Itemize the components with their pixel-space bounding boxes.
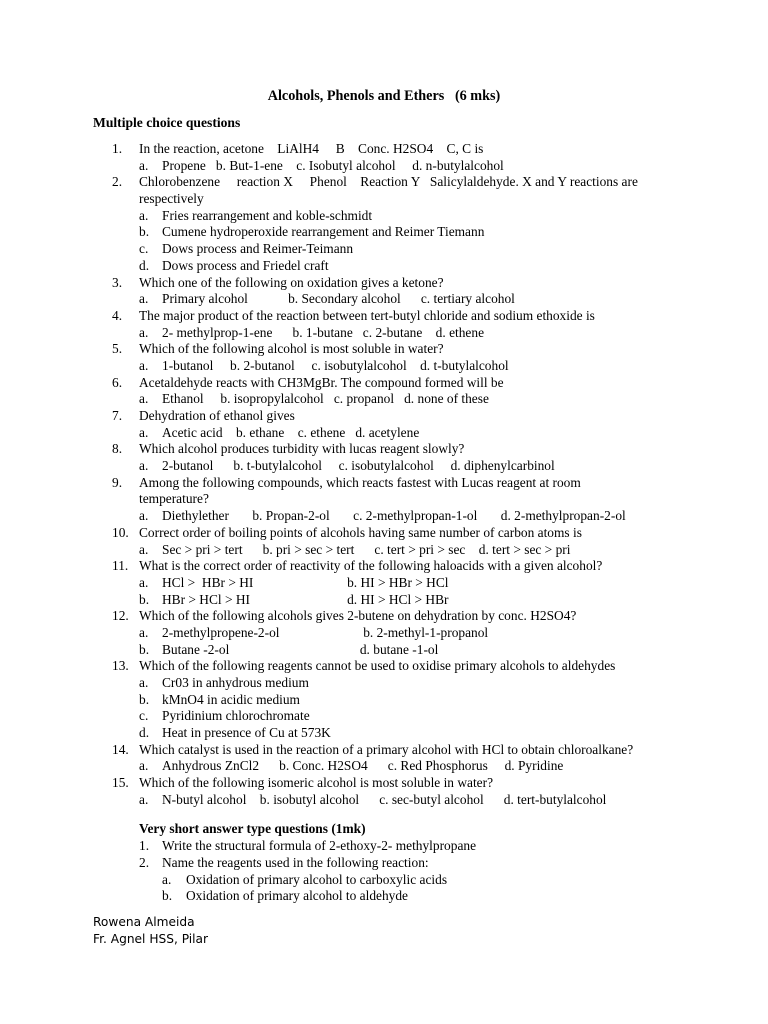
option-line <box>0 675 768 692</box>
question-line <box>0 658 768 675</box>
option-line <box>0 458 768 475</box>
question-continuation <box>0 491 768 508</box>
option-line <box>0 625 768 642</box>
footer-author: Rowena Almeida <box>93 915 195 929</box>
question-number: 7. <box>112 408 123 423</box>
section-heading-mcq: Multiple choice questions <box>93 115 241 130</box>
short-subitem-num: b. <box>162 888 173 903</box>
option-letter: a. <box>139 291 149 307</box>
question-text: Acetaldehyde reacts with CH3MgBr. The compound formed will be <box>139 374 504 390</box>
option-line <box>0 291 768 308</box>
option-letter: a. <box>139 157 149 173</box>
question-line <box>0 558 768 575</box>
option-letter: a. <box>139 758 149 774</box>
question-text: Which of the following alcohols gives 2-butene on dehydration by conc. H2SO4? <box>139 608 577 624</box>
question-number: 8. <box>112 441 123 457</box>
question-number: 11. <box>112 558 129 574</box>
option-text: HCl > HBr > HI b. HI > HBr > HCl <box>162 574 449 590</box>
option-line <box>0 358 768 375</box>
option-text: Anhydrous ZnCl2 b. Conc. H2SO4 c. Red Phosphorus d. Pyridine <box>162 758 564 774</box>
option-text: 2-butanol b. t-butylalcohol c. isobutylalcohol d. diphenylcarbinol <box>162 458 555 474</box>
question-number: 10. <box>112 524 129 540</box>
option-text: Ethanol b. isopropylalcohol c. propanol d. none of these <box>162 391 489 407</box>
option-line <box>0 708 768 725</box>
question-text: Which alcohol produces turbidity with lucas reagent slowly? <box>139 441 465 457</box>
option-text: Heat in presence of Cu at 573K <box>162 725 331 741</box>
footer <box>93 914 208 948</box>
option-line <box>0 642 768 659</box>
question-text: Which of the following reagents cannot be used to oxidise primary alcohols to aldehydes <box>139 658 616 674</box>
question-line <box>0 375 768 392</box>
option-text: 1-butanol b. 2-butanol c. isobutylalcohol d. t-butylalcohol <box>162 357 509 373</box>
option-letter: a. <box>139 624 149 640</box>
question-text: Correct order of boiling points of alcohols having same number of carbon atoms is <box>139 524 582 540</box>
question-text: In the reaction, acetone LiAlH4 B Conc. H2SO4 C, C is <box>139 141 484 156</box>
short-question-num: 1. <box>139 838 150 853</box>
section-heading-short: Very short answer type questions (1mk) <box>139 821 366 836</box>
question-text: The major product of the reaction between tert-butyl chloride and sodium ethoxide is <box>139 307 595 323</box>
option-letter: b. <box>139 641 150 657</box>
document-title: Alcohols, Phenols and Ethers (6 mks) <box>267 88 501 104</box>
question-text: What is the correct order of reactivity of the following haloacids with a given alcohol? <box>139 558 603 574</box>
option-letter: d. <box>139 257 150 273</box>
option-line <box>0 258 768 275</box>
option-text: Acetic acid b. ethane c. ethene d. acetylene <box>162 424 420 440</box>
option-text: Cr03 in anhydrous medium <box>162 675 309 690</box>
option-letter: a. <box>139 791 149 807</box>
option-letter: c. <box>139 241 149 257</box>
option-letter: a. <box>139 574 149 590</box>
question-line <box>0 608 768 625</box>
option-text: Dows process and Reimer-Teimann <box>162 241 354 257</box>
question-number: 6. <box>112 374 123 390</box>
option-line <box>0 224 768 241</box>
question-number: 4. <box>112 307 123 323</box>
question-line <box>0 441 768 458</box>
option-text: Cumene hydroperoxide rearrangement and Reimer Tiemann <box>162 224 485 240</box>
question-line <box>0 775 768 792</box>
question-line <box>0 174 768 191</box>
option-line <box>0 325 768 342</box>
option-text: Sec > pri > tert b. pri > sec > tert c. tert > pri > sec d. tert > sec > pri <box>162 541 571 557</box>
option-text: N-butyl alcohol b. isobutyl alcohol c. sec-butyl alcohol d. tert-butylalcohol <box>162 791 607 807</box>
option-letter: a. <box>139 207 149 223</box>
question-line <box>0 408 768 425</box>
option-line <box>0 758 768 775</box>
option-letter: a. <box>139 675 149 690</box>
question-continuation <box>0 191 768 208</box>
option-line <box>0 792 768 809</box>
question-number: 15. <box>112 775 129 791</box>
option-letter: a. <box>139 541 149 557</box>
question-text: Which of the following alcohol is most soluble in water? <box>139 341 444 357</box>
option-text: HBr > HCl > HI d. HI > HCl > HBr <box>162 591 449 607</box>
short-question-text: Name the reagents used in the following reaction: <box>162 855 429 870</box>
question-text: Chlorobenzene reaction X Phenol Reaction Y Salicylaldehyde. X and Y reactions are <box>139 174 638 190</box>
question-line <box>0 525 768 542</box>
question-number: 1. <box>112 141 123 156</box>
option-line <box>0 208 768 225</box>
option-text: Dows process and Friedel craft <box>162 257 329 273</box>
option-line <box>0 542 768 559</box>
option-letter: b. <box>139 691 150 707</box>
question-text: temperature? <box>139 491 209 507</box>
option-text: Pyridinium chlorochromate <box>162 708 310 724</box>
option-text: 2-methylpropene-2-ol b. 2-methyl-1-propanol <box>162 624 489 640</box>
question-line <box>0 141 768 158</box>
option-line <box>0 508 768 525</box>
option-line <box>0 158 768 175</box>
option-line <box>0 725 768 742</box>
option-letter: a. <box>139 391 149 407</box>
short-question-num: 2. <box>139 855 150 870</box>
question-number: 12. <box>112 608 129 624</box>
option-letter: c. <box>139 708 149 724</box>
option-text: Fries rearrangement and koble-schmidt <box>162 207 373 223</box>
question-line <box>0 341 768 358</box>
option-text: Primary alcohol b. Secondary alcohol c. tertiary alcohol <box>162 291 515 307</box>
option-line <box>0 391 768 408</box>
option-line <box>0 575 768 592</box>
question-line <box>0 308 768 325</box>
question-line <box>0 475 768 492</box>
footer-school: Fr. Agnel HSS, Pilar <box>93 932 209 946</box>
question-line <box>0 275 768 292</box>
short-question-text: Write the structural formula of 2-ethoxy-2- methylpropane <box>162 838 477 853</box>
option-letter: a. <box>139 458 149 474</box>
option-text: kMnO4 in acidic medium <box>162 691 300 707</box>
option-line <box>0 425 768 442</box>
option-letter: a. <box>139 424 149 440</box>
option-letter: d. <box>139 725 150 741</box>
question-line <box>0 742 768 759</box>
question-number: 3. <box>112 274 123 290</box>
question-text: Which catalyst is used in the reaction of a primary alcohol with HCl to obtain chloroalkane? <box>139 741 634 757</box>
option-letter: a. <box>139 324 149 340</box>
option-text: 2- methylprop-1-ene b. 1-butane c. 2-butane d. ethene <box>162 324 485 340</box>
question-number: 2. <box>112 174 123 190</box>
option-line <box>0 241 768 258</box>
question-text: Which of the following isomeric alcohol is most soluble in water? <box>139 775 494 791</box>
question-number: 9. <box>112 474 123 490</box>
question-text: respectively <box>139 191 204 207</box>
option-text: Butane -2-ol d. butane -1-ol <box>162 641 439 657</box>
short-subitem-num: a. <box>162 872 172 887</box>
short-subitem-text: Oxidation of primary alcohol to carboxylic acids <box>186 872 448 887</box>
option-text: Propene b. But-1-ene c. Isobutyl alcohol d. n-butylalcohol <box>162 157 504 173</box>
mcq-list <box>0 141 768 809</box>
option-letter: a. <box>139 508 149 524</box>
question-number: 5. <box>112 341 123 357</box>
question-text: Among the following compounds, which reacts fastest with Lucas reagent at room <box>139 474 581 490</box>
question-number: 14. <box>112 741 129 757</box>
short-subitem-text: Oxidation of primary alcohol to aldehyde <box>186 888 408 903</box>
option-letter: a. <box>139 357 149 373</box>
option-letter: b. <box>139 224 150 240</box>
question-text: Dehydration of ethanol gives <box>139 408 295 423</box>
question-text: Which one of the following on oxidation gives a ketone? <box>139 274 444 290</box>
option-text: Diethylether b. Propan-2-ol c. 2-methylpropan-1-ol d. 2-methylpropan-2-ol <box>162 508 626 524</box>
option-line <box>0 592 768 609</box>
option-line <box>0 692 768 709</box>
option-letter: b. <box>139 591 150 607</box>
question-number: 13. <box>112 658 129 674</box>
